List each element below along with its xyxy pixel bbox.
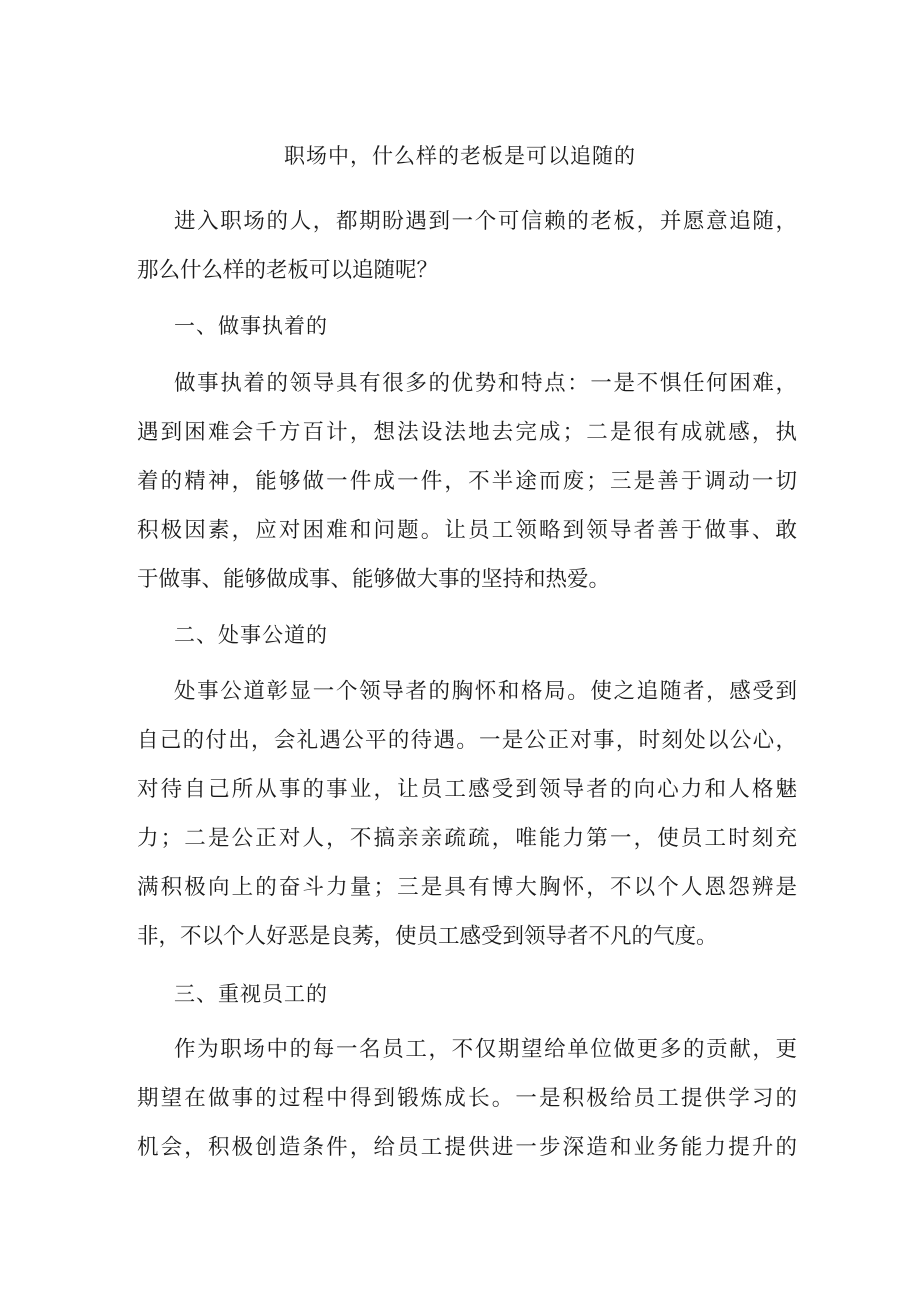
paragraph-line: 进入职场的人，都期盼遇到一个可信赖的老板，并愿意追随， <box>174 209 797 234</box>
paragraph-line: 着的精神，能够做一件成一件，不半途而废；三是善于调动一切 <box>137 469 797 494</box>
paragraph-line: 于做事、能够做成事、能够做大事的坚持和热爱。 <box>137 567 611 592</box>
paragraph-line: 自己的付出，会礼遇公平的待遇。一是公正对事，时刻处以公心， <box>137 728 797 753</box>
paragraph-line: 作为职场中的每一名员工，不仅期望给单位做更多的贡献，更 <box>174 1037 797 1062</box>
section-1-paragraph <box>137 359 797 604</box>
intro-paragraph <box>137 197 797 295</box>
paragraph-line: 遇到困难会千方百计，想法设法地去完成；二是很有成就感，执 <box>137 420 797 445</box>
section-2-paragraph <box>137 667 797 961</box>
paragraph-line: 非，不以个人好恶是良莠，使员工感受到领导者不凡的气度。 <box>137 924 718 949</box>
paragraph-line: 对待自己所从事的事业，让员工感受到领导者的向心力和人格魅 <box>137 777 797 802</box>
paragraph-line: 期望在做事的过程中得到锻炼成长。一是积极给员工提供学习的 <box>137 1086 797 1111</box>
paragraph-line: 积极因素，应对困难和问题。让员工领略到领导者善于做事、敢 <box>137 518 797 543</box>
paragraph-line: 做事执着的领导具有很多的优势和特点：一是不惧任何困难， <box>174 371 797 396</box>
section-heading-3: 三、重视员工的 <box>174 982 328 1006</box>
section-3-paragraph <box>137 1025 797 1172</box>
paragraph-line: 处事公道彰显一个领导者的胸怀和格局。使之追随者，感受到 <box>174 679 797 704</box>
section-heading-1: 一、做事执着的 <box>174 314 328 338</box>
paragraph-line: 那么什么样的老板可以追随呢？ <box>137 258 439 283</box>
paragraph-line: 满积极向上的奋斗力量；三是具有博大胸怀，不以个人恩怨辨是 <box>137 875 797 900</box>
section-heading-2: 二、处事公道的 <box>174 623 328 647</box>
paragraph-line: 机会，积极创造条件，给员工提供进一步深造和业务能力提升的 <box>137 1135 797 1160</box>
document-title: 职场中，什么样的老板是可以追随的 <box>284 144 636 168</box>
paragraph-line: 力；二是公正对人，不搞亲亲疏疏，唯能力第一，使员工时刻充 <box>137 826 797 851</box>
